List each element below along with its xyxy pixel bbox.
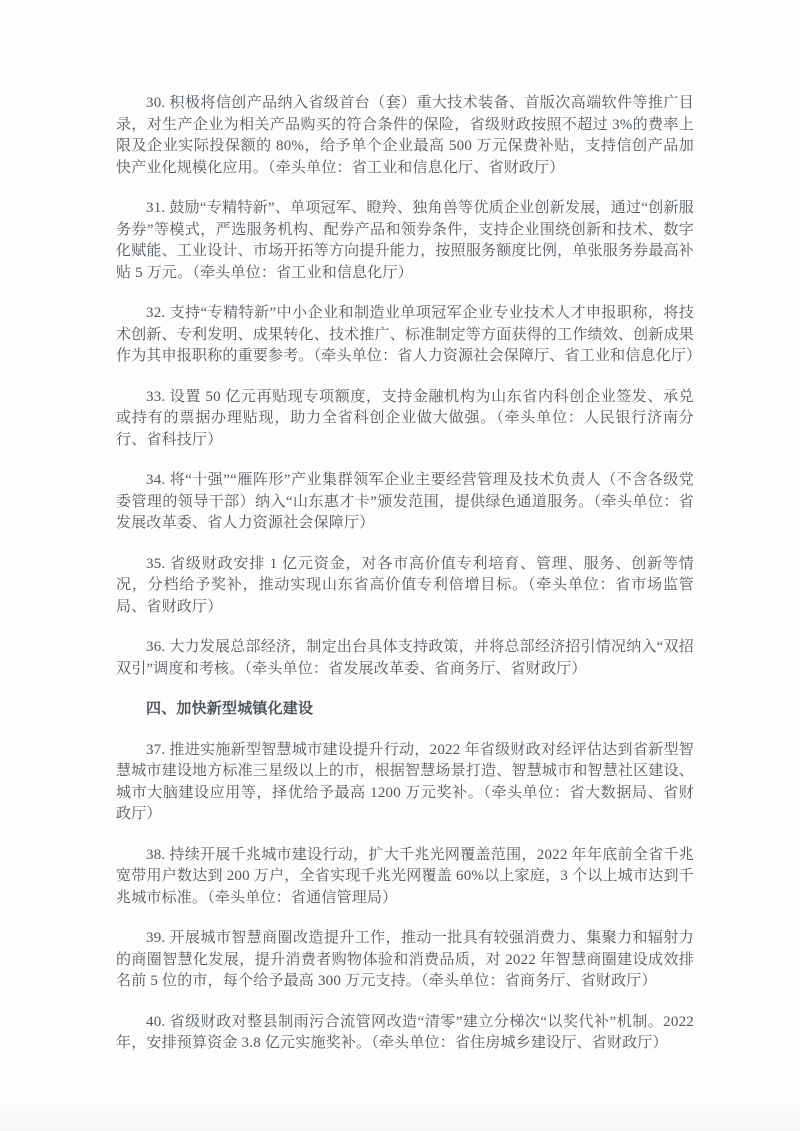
- paragraph-38: 38. 持续开展千兆城市建设行动，扩大千兆光网覆盖范围，2022 年年底前全省千兆宽带用户数达到 200 万户，全省实现千兆光网覆盖 60%以上家庭，3 个以上城市达到千兆城市标准。（牵头单位：省通信管理局）: [116, 846, 694, 906]
- paragraph-36: 36. 大力发展总部经济，制定出台具体支持政策，并将总部经济招引情况纳入“双招双引”调度和考核。（牵头单位：省发展改革委、省商务厅、省财政厅）: [116, 639, 694, 677]
- section-heading-4: 四、加快新型城镇化建设: [146, 701, 314, 717]
- paragraph-32: 32. 支持“专精特新”中小企业和制造业单项冠军企业专业技术人才申报职称，将技术创新、专利发明、成果转化、技术推广、标准制定等方面获得的工作绩效、创新成果作为其申报职称的重要参考。（牵头单位：省人力资源社会保障厅、省工业和信息化厅）: [116, 305, 702, 364]
- paragraph-30: 30. 积极将信创产品纳入省级首台（套）重大技术装备、首版次高端软件等推广目录，对生产企业为相关产品购买的符合条件的保险，省级财政按照不超过 3%的费率上限及企业实际投保额的 80%，给予单个企业最高 500 万元保费补贴，支持信创产品加快产业化规模化应用。（牵头单位：省工业和信息化厅、省财政厅）: [116, 95, 694, 176]
- scan-bottom-shade: [0, 1097, 800, 1131]
- paragraph-37: 37. 推进实施新型智慧城市建设提升行动，2022 年省级财政对经评估达到省新型智慧城市建设地方标准三星级以上的市，根据智慧场景打造、智慧城市和智慧社区建设、城市大脑建设应用等，择优给予最高 1200 万元奖补。（牵头单位：省大数据局、省财政厅）: [116, 741, 694, 822]
- paragraph-34: 34. 将“十强”“雁阵形”产业集群领军企业主要经营管理及技术负责人（不含各级党委管理的领导干部）纳入“山东惠才卡”颁发范围，提供绿色通道服务。（牵头单位：省发展改革委、省人力资源社会保障厅）: [116, 472, 694, 531]
- paragraph-39: 39. 开展城市智慧商圈改造提升工作，推动一批具有较强消费力、集聚力和辐射力的商圈智慧化发展，提升消费者购物体验和消费品质，对 2022 年智慧商圈建设成效排名前 5 位的市，每个给予最高 300 万元支持。（牵头单位：省商务厅、省财政厅）: [116, 930, 694, 989]
- paragraph-31: 31. 鼓励“专精特新”、单项冠军、瞪羚、独角兽等优质企业创新发展，通过“创新服务券”等模式，严选服务机构、配券产品和领券条件，支持企业围绕创新和技术、数字化赋能、工业设计、市场开拓等方向提升能力，按照服务额度比例，单张服务券最高补贴 5 万元。（牵头单位：省工业和信息化厅）: [116, 200, 694, 281]
- document-text-block: [116, 93, 702, 1074]
- paragraph-33: 33. 设置 50 亿元再贴现专项额度，支持金融机构为山东省内科创企业签发、承兑或持有的票据办理贴现，助力全省科创企业做大做强。（牵头单位：人民银行济南分行、省科技厅）: [116, 388, 694, 448]
- paragraph-40: 40. 省级财政对整县制雨污合流管网改造“清零”建立分梯次“以奖代补”机制。2022 年，安排预算资金 3.8 亿元实施奖补。（牵头单位：省住房城乡建设厅、省财政厅）: [116, 1013, 694, 1051]
- paragraph-35: 35. 省级财政安排 1 亿元资金，对各市高价值专利培育、管理、服务、创新等情况，分档给予奖补，推动实现山东省高价值专利倍增目标。（牵头单位：省市场监管局、省财政厅）: [116, 555, 694, 615]
